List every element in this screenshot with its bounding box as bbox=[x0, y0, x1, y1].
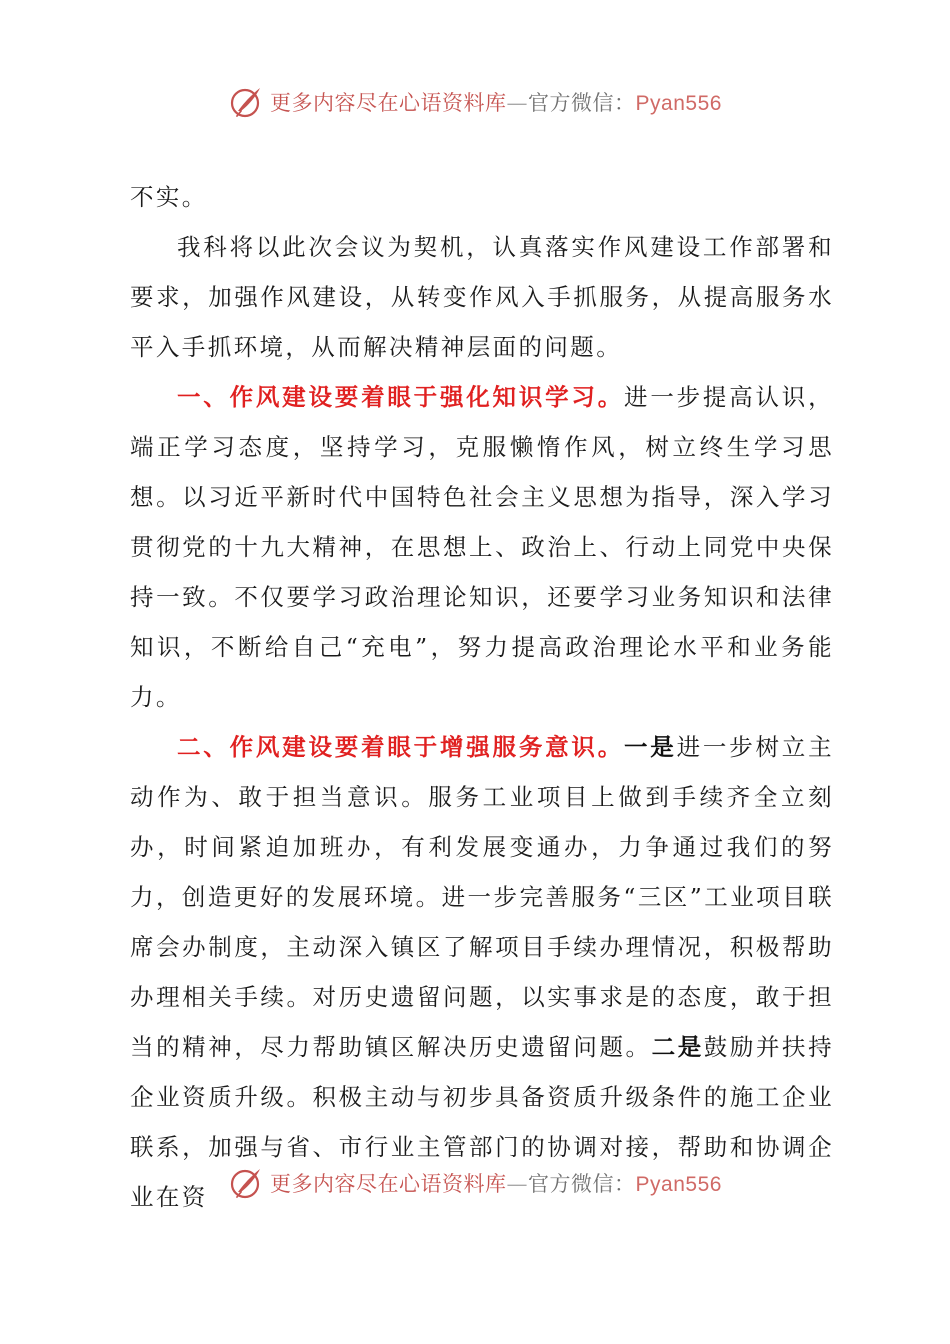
section-two-point-two-label: 二是 bbox=[651, 1033, 704, 1061]
header-banner-wechat: Pyan556 bbox=[635, 92, 722, 115]
footer-banner-label: 官方微信： bbox=[528, 1172, 636, 1196]
footer-banner-wechat: Pyan556 bbox=[635, 1173, 722, 1196]
header-banner-title: 更多内容尽在心语资料库 bbox=[270, 91, 507, 115]
quill-logo-icon bbox=[228, 1165, 264, 1201]
paragraph-section-two bbox=[130, 722, 834, 1222]
header-banner-dash: — bbox=[506, 91, 529, 115]
footer-banner-dash: — bbox=[506, 1172, 529, 1196]
footer-banner-text bbox=[270, 1168, 722, 1198]
header-banner-label: 官方微信： bbox=[528, 91, 636, 115]
paragraph-section-one bbox=[130, 372, 834, 722]
section-two-point-one-text: 进一步树立主动作为、敢于担当意识。服务工业项目上做到手续齐全立刻办，时间紧迫加班办，有利发展变通办，力争通过我们的努力，创造更好的发展环境。进一步完善服务“三区”工业项目联席会办制度，主动深入镇区了解项目手续办理情况，积极帮助办理相关手续。对历史遗留问题，以实事求是的态度，敢于担当的精神，尽力帮助镇区解决历史遗留问题。 bbox=[130, 733, 834, 1061]
section-two-point-two-text: 鼓励并扶持企业资质升级。积极主动与初步具备资质升级条件的施工企业联系，加强与省、市行业主管部门的协调对接，帮助和协调企业在资 bbox=[130, 1033, 835, 1211]
paragraph-continuation: 不实。 bbox=[130, 183, 208, 211]
section-two-point-one-label: 一是 bbox=[624, 733, 677, 761]
section-two-heading: 二、作风建设要着眼于增强服务意识。 bbox=[177, 733, 625, 761]
section-one-text: 进一步提高认识，端正学习态度，坚持学习，克服懒惰作风，树立终生学习思想。以习近平新时代中国特色社会主义思想为指导，深入学习贯彻党的十九大精神，在思想上、政治上、行动上同党中央保持一致。不仅要学习政治理论知识，还要学习业务知识和法律知识，不断给自己“充电”，努力提高政治理论水平和业务能力。 bbox=[130, 383, 834, 711]
header-banner bbox=[0, 82, 950, 122]
header-banner-text bbox=[270, 87, 722, 117]
paragraph-intro: 我科将以此次会议为契机，认真落实作风建设工作部署和要求，加强作风建设，从转变作风入手抓服务，从提高服务水平入手抓环境，从而解决精神层面的问题。 bbox=[130, 233, 834, 361]
section-one-heading: 一、作风建设要着眼于强化知识学习。 bbox=[177, 383, 625, 411]
document-body bbox=[130, 172, 834, 1222]
quill-logo-icon bbox=[228, 84, 264, 120]
footer-banner bbox=[0, 1163, 950, 1203]
footer-banner-title: 更多内容尽在心语资料库 bbox=[270, 1172, 507, 1196]
